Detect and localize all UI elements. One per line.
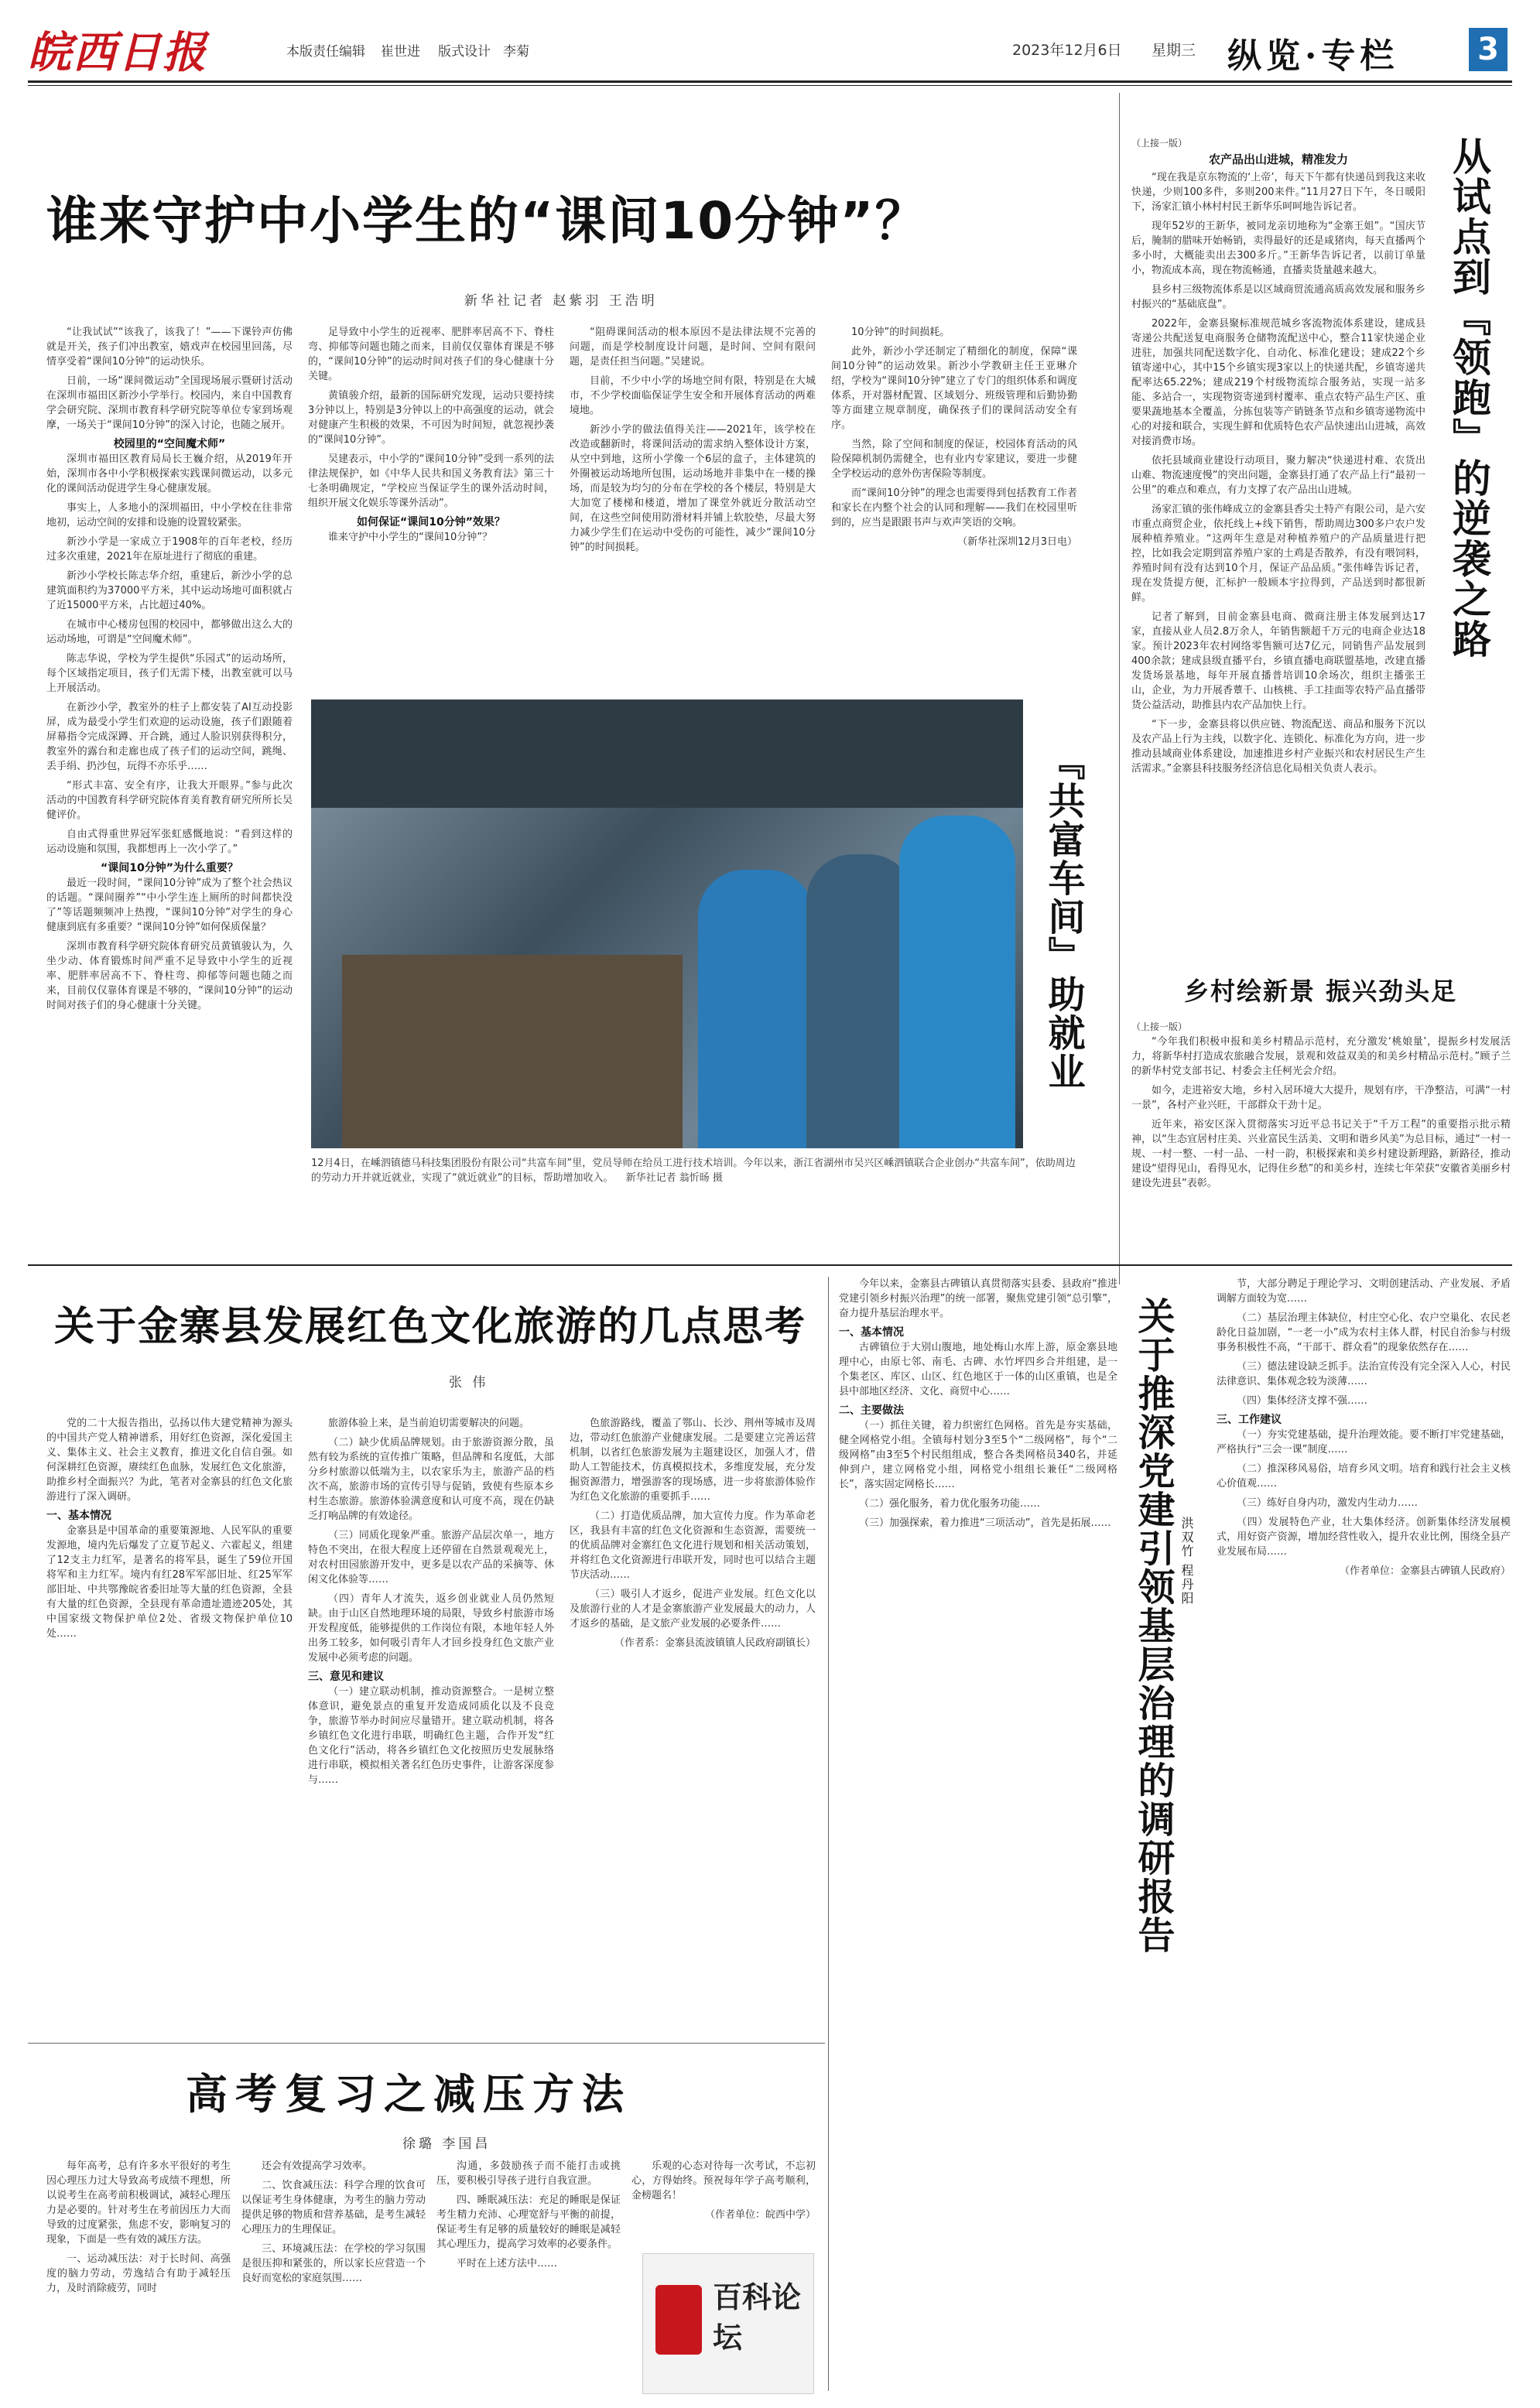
paragraph: 而“课间10分钟”的理念也需要得到包括教育工作者和家长在内整个社会的认同和理解——我们在校园里听到的，应当是跟跟书声与欢声笑语的交响。 — [831, 487, 1077, 528]
paragraph: 金寨县是中国革命的重要策源地、人民军队的重要发源地，境内先后爆发了立夏节起义、六霍起义，组建了12支主力红军，是著名的将军县，诞生了59位开国将军和主力红军。境内有红28军军部旧址、红25军军部旧址、中共鄂豫皖省委旧址等大量的红色资源，全县有大量的红色资源，全县现有革命遗址遗迹205处，其中国家级文物保护单位2处、省级文物保护单位10处…… — [46, 1525, 293, 1640]
paragraph: 陈志华说，学校为学生提供“乐园式”的运动场所，每个区域指定项目，孩子们无需下楼，出教室就可以马上开展活动。 — [46, 653, 293, 694]
paragraph: 目前，不少中小学的场地空间有限，特别是在大城市，不少学校面临保证学生安全和开展体育活动的两难境地。 — [570, 375, 816, 416]
paragraph: 足导致中小学生的近视率、肥胖率居高不下、脊柱弯、抑郁等问题也随之而来，目前仅仅靠体育课是不够的，“课间10分钟”的运动时间对孩子们的身心健康十分关键。 — [308, 327, 554, 382]
article2-column-1 — [46, 1416, 293, 2035]
paragraph: 事实上，人多地小的深圳福田，中小学校在往非常地初，运动空间的安排和设施的设置较紧张。 — [46, 502, 293, 528]
article3-column-4 — [631, 2159, 816, 2244]
article2-column-5 — [1217, 1277, 1511, 2391]
article2-column-2 — [308, 1416, 554, 2035]
designer-name: 李菊 — [503, 44, 529, 60]
paragraph: 二、饮食减压法：科学合理的饮食可以保证考生身体健康，为考生的脑力劳动提供足够的物质和营养基础，是考生减轻心理压力的生理保证。 — [241, 2180, 426, 2235]
right-column-1 — [1131, 136, 1425, 941]
photo-worker-2 — [806, 854, 915, 1148]
article3-headline: 高考复习之减压方法 — [186, 2069, 631, 2119]
paragraph: 四、睡眠减压法：充足的睡眠是保证考生精力充沛、心理宽舒与平衡的前提，保证考生有足够的质量较好的睡眠是减轻其心理压力，提高学习效率的必要条件。 — [436, 2194, 621, 2250]
paragraph: 每年高考，总有许多水平很好的考生因心理压力过大导致高考成绩不理想，所以说考生在高考前积极调试，减轻心理压力是必要的。针对考生在考前因压力大而导致的过度紧张，焦虑不安，影响复习的现象，下面是一些有效的减压方法。 — [46, 2160, 231, 2246]
section-divider — [28, 1264, 1512, 1266]
paragraph: 还会有效提高学习效率。 — [262, 2160, 373, 2172]
report-author-note: （作者单位：金寨县古碑镇人民政府） — [1339, 1565, 1511, 1577]
paragraph: （一）夯实党建基础，提升治理效能。要不断打牢党建基础，严格执行“三会一课”制度…… — [1217, 1429, 1511, 1455]
workshop-photo — [311, 699, 1023, 1148]
photo-worker-3 — [899, 816, 1015, 1148]
paragraph: （二）基层治理主体缺位，村庄空心化、农户空巢化、农民老龄化日益加剧，“一老一小”成为农村主体人群，村民自治参与村级事务积极性不高，“干部干、群众看”的现象依然存在…… — [1217, 1312, 1511, 1353]
article1-column-1 — [46, 325, 293, 1238]
forum-badge — [642, 2253, 814, 2394]
article1-column-2 — [308, 325, 554, 681]
article1-column-3 — [570, 325, 816, 681]
paragraph: （四）青年人才流失，返乡创业就业人员仍然短缺。由于山区自然地理环境的局限，导致乡村旅游市场开发程度低，能够提供的工作岗位有限，本地年轻人外出务工较多，如何吸引青年人才回乡投身红色文旅产业发展中必须考虑的问题。 — [308, 1593, 554, 1664]
photo1-caption-text: 12月4日，在嵊泗镇德马科技集团股份有限公司“共富车间”里，党员导师在给员工进行技术培训。今年以来，浙江省湖州市吴兴区嵊泗镇联合企业创办“共富车间”，依助周边的劳动力开并就近就业，实现了“就近就业”的目标，帮助增加收入。 — [311, 1158, 1076, 1184]
article1-byline: 新华社记者 赵紫羽 王浩明 — [464, 293, 658, 309]
book-icon — [655, 2285, 702, 2355]
paragraph: 乐观的心态对待每一次考试，不忘初心，方得始终。预祝每年学子高考顺利，金榜题名！ — [631, 2160, 816, 2201]
paragraph: 黄镇骏介绍，最新的国际研究发现，运动只要持续3分钟以上，特别是3分钟以上的中高强度的运动，就会对健康产生积极的效果，不可因为时间短，就忽视抄袭的“课间10分钟”。 — [308, 390, 554, 446]
article2-section-3: 三、意见和建议 — [308, 1671, 384, 1683]
paragraph: 新沙小学是一家成立于1908年的百年老校，经历过多次重建，2021年在原址进行了彻底的重建。 — [46, 536, 293, 563]
paragraph: （三）加强探索，着力推进“三项活动”，首先是拓展…… — [859, 1517, 1111, 1529]
right-col2-headline: 乡村绘新景 振兴劲头足 — [1184, 977, 1458, 1006]
paragraph: （二）强化服务，着力优化服务功能…… — [859, 1498, 1041, 1510]
article1-subhead-2: “课间10分钟”为什么重要？ — [101, 862, 238, 874]
right-col1-subhead: 农产品出山进城，精准发力 — [1208, 152, 1348, 166]
paragraph: 自由式得重世界冠军张虹感慨地说：“看到这样的运动设施和氛围，我都想再上一次小学了。” — [46, 829, 293, 855]
paragraph: 此外，新沙小学还制定了精细化的制度，保障“课间10分钟”的运动效果。新沙小学教研主任王亚琳介绍，学校为“课间10分钟”建立了专门的组织体系和调度体系，开对器材配置、区域划分、班级管理和后勤协勤等方面建立规章制度，确保孩子们的课间活动安全有序。 — [831, 346, 1077, 431]
masthead-rule-thin — [28, 85, 1512, 86]
report-section-1: 一、基本情况 — [839, 1326, 904, 1339]
article3-column-1 — [46, 2159, 231, 2391]
paragraph: 党的二十大报告指出，弘扬以伟大建党精神为源头的中国共产党人精神谱系，用好红色资源，深化爱国主义、集体主义、社会主义教育，推进文化自信自强。如何深耕红色资源，赓续红色血脉，发展红色文化旅游，助推乡村全面振兴？为此，笔者对金寨县的红色文化旅游进行了深入调研。 — [46, 1418, 293, 1503]
paragraph: 色旅游路线，覆盖了鄂山、长沙、荆州等城市及周边，带动红色旅游产业健康发展。二是要建立完善运营机制，以省红色旅游发展为主题建设区，加强人才，借助人工智能技术，仿真模拟技术，多维度发展，充分发掘资源潜力，增强游客的现场感，进一步将旅游体验作为红色文化旅游的重要抓手…… — [570, 1418, 816, 1503]
paragraph: （三）同质化现象严重。旅游产品层次单一，地方特色不突出，在很大程度上还停留在自然景观观光上，对农村田园旅游开发中，更多是以农产品的采摘等、休闲文化体验等…… — [308, 1530, 554, 1585]
page-number: 3 — [1469, 28, 1507, 71]
forum-badge-text: 百科论坛 — [713, 2280, 802, 2355]
paragraph: 深圳市教育科学研究院体育研究员黄镇骏认为，久坐少动、体育锻炼时间严重不足导致中小学生的近视率、肥胖率居高不下、脊柱弯、抑郁等问题也随之而来，目前仅仅靠体育课是不够的，“课间10分钟”的运动时间对孩子们的身心健康十分关键。 — [46, 941, 293, 1011]
photo1-caption — [311, 1156, 1085, 1185]
paragraph: 三、环境减压法：在学校的学习氛围是很压抑和紧张的，所以家长应营造一个良好而宽松的家庭氛围…… — [241, 2243, 426, 2284]
paragraph: 古碑镇位于大别山腹地，地处梅山水库上游，原金寨县地理中心，由原七邻、南毛、古碑、水竹坪四乡合并组建，是一个集老区、库区、山区、红色地区于一体的山区重镇，也是全县中部地区经济、文化、商贸中心…… — [839, 1342, 1117, 1397]
paragraph: 沟通，多鼓励孩子而不能打击或挑压，要积极引导孩子进行自我宣泄。 — [436, 2160, 621, 2187]
newspaper-logo: 皖西日报 — [28, 27, 207, 78]
paragraph: 吴建表示，中小学的“课间10分钟”受到一系列的法律法规保护，如《中华人民共和国义务教育法》第三十七条明确规定，“学校应当保证学生的课外活动时间，组织开展文化娱乐等课外活动”。 — [308, 453, 554, 509]
article2-author-note: （作者系：金寨县流波镇镇人民政府副镇长） — [614, 1637, 816, 1649]
paragraph: （二）推深移风易俗，培育乡风文明。培育和践行社会主义核心价值观…… — [1217, 1463, 1511, 1490]
section-title: 纵览·专栏 — [1227, 36, 1399, 76]
paragraph: “今年我们积极申报和美乡村精品示范村，充分激发‘桃娘量’，提振乡村发展活力，将新华村打造成农旅融合发展，景观和效益双美的和美乡村精品示范村。”顾子兰的新华村党支部书记、村委会主任柯光会介绍。 — [1131, 1036, 1511, 1077]
paragraph: （四）集体经济支撑不强…… — [1237, 1395, 1368, 1407]
article2-section-1: 一、基本情况 — [46, 1510, 111, 1522]
paragraph: 谁来守护中小学生的“课间10分钟”？ — [328, 532, 493, 543]
paragraph: （三）德法建设缺乏抓手。法治宣传没有完全深入人心，村民法律意识、集体观念较为淡薄…… — [1217, 1361, 1511, 1387]
paragraph: 深圳市福田区教育局局长王巍介绍，从2019年开始，深圳市各中小学积极探索实践课间微运动，以多元化的课间活动促进学生身心健康发展。 — [46, 453, 293, 494]
article1-dateline: （新华社深圳12月3日电） — [957, 536, 1077, 548]
article2-byline: 张 伟 — [449, 1375, 489, 1390]
column-divider — [828, 1277, 829, 2391]
report-section-3: 三、工作建议 — [1217, 1414, 1282, 1426]
right-col1-vertical-title: 从试点到『领跑』的逆袭之路 — [1446, 136, 1491, 659]
article3-column-3 — [436, 2159, 621, 2391]
editor-label: 本版责任编辑 — [286, 44, 365, 60]
article1-headline: 谁来守护中小学生的“课间10分钟”？ — [46, 191, 928, 251]
report-section-2: 二、主要做法 — [839, 1404, 904, 1417]
paragraph: 依托县域商业建设行动项目，聚力解决“快递进村难、农货出山难、物流速度慢”的突出问题，金寨县打通了农产品上行“最初一公里”的难点和难点，有力支撑了农产品出山进城。 — [1131, 455, 1425, 496]
paragraph: 记者了解到，目前金寨县电商、微商注册主体发展到达17家，直接从业人员2.8万余人，年销售额超千万元的电商企业达18家。预计2023年农村网络零售额可达7亿元，同销售产品发展到400余款；建成县级直播平台，乡镇直播电商联盟基地，改建直播发货场景基地，每年开展直播普培训10余场次，组织主播张王山，企业，为力开展香蕈千、山核桃、手工挂面等农特产品直播带货公益活动，助推县内农产品加快上行。 — [1131, 611, 1425, 711]
article1-subhead-3: 如何保证“课间10分钟”效果？ — [357, 516, 505, 528]
paragraph: 平时在上述方法中…… — [457, 2258, 558, 2269]
paragraph: 2022年，金寨县聚标准规范城乡客流物流体系建设，建成县寄递公共配送复电商服务仓储物流配送中心，整合11家快递企业进驻，加强共同配送数字化、自动化、标准化建设；建成22个乡镇寄递中心，其中15个乡镇实现3家以上的快递共配，乡镇寄递共配率达65.22%；建成219个村级物流综合服务站，实现一站多能、多站合一，实现物资寄递到村覆率、重点农特产品生产区、重要果蔬地基本全覆盖，分拣包装等产销链条节点和乡镇寄递物流中心的对接和联合，实现生鲜和优质特色农产品快速出山进城，高效对接消费市场。 — [1131, 318, 1425, 447]
photo-ceiling — [311, 699, 1023, 808]
designer-label: 版式设计 — [438, 44, 491, 60]
paragraph: “现在我是京东物流的‘上帝’，每天下午都有快递员到我这来收快递，少则100多件，多则200来件。”11月27日下午，冬日暖阳下，汤家汇镇小林村村民王新华乐呵呵地告诉记者。 — [1131, 172, 1425, 213]
issue-weekday: 星期三 — [1152, 42, 1196, 59]
paragraph: 汤家汇镇的张伟峰成立的金寨县香尖土特产有限公司，是六安市重点商贸企业，依托线上+线下销售，帮助周边300多户农户发展种植养殖业。“这两年生意是对种植养殖户的产品质量进行把控，比如我会定期到富养殖户家的土鸡是否散养，有没有喂饲料，养殖时间有没有达到10个月，保证产品品质。”张伟峰告诉记者，现在发货提方便，汇标护一般顾本宇拉得到，产品送到时都很新鲜。 — [1131, 504, 1425, 604]
paragraph: （一）抓住关键，着力织密红色网格。首先是夯实基础，健全网格党小组。全镇每村划分3至5个“二级网格”，每个“二级网格”由3至5个村民组组成，整合各类网格员340名，并延伸到户，建立网格党小组，网格党小组组长兼任“二级网格长”，落实固定网格长…… — [839, 1420, 1117, 1490]
article2-headline: 关于金寨县发展红色文化旅游的几点思考 — [54, 1304, 807, 1350]
paragraph: （二）打造优质品牌，加大宣传力度。作为革命老区，我县有丰富的红色文化资源和生态资源，需要统一的优质品牌对金寨红色文化进行规划和相关活动策划，并将红色文化资源进行串联开发，同时也可以结合主题节庆活动…… — [570, 1510, 816, 1581]
paragraph: 10分钟”的时间损耗。 — [851, 327, 950, 338]
photo1-credit: 新华社记者 翁忻旸 摄 — [625, 1172, 723, 1184]
article3-column-2 — [241, 2159, 426, 2391]
paragraph: 旅游体验上来，是当前迫切需要解决的问题。 — [328, 1418, 530, 1429]
paragraph: （三）吸引人才返乡，促进产业发展。红色文化以及旅游行业的人才是金寨旅游产业发展最大的动力，人才返乡的基础，是文旅产业发展的必要条件…… — [570, 1589, 816, 1630]
paragraph: “下一步，金寨县将以供应链、物流配送、商品和服务下沉以及农产品上行为主线，以数字化、连锁化、标准化为方向，进一步推动县域商业体系建设，加速推进乡村产业振兴和农村居民生产生活需求。”金寨县科技服务经济信息化局相关负责人表示。 — [1131, 719, 1425, 775]
issue-date: 2023年12月6日 — [1012, 42, 1122, 59]
paragraph: 最近一段时间，“课间10分钟”成为了整个社会热议的话题。“课间圈养”“中小学生连上厕所的时间都快没了”等话题频频冲上热搜，“课间10分钟”对学生的身心健康到底有多重要？“课间10分钟”如何保质保量？ — [46, 877, 293, 933]
paragraph: 节，大部分聘足于理论学习、文明创建活动、产业发展、矛盾调解方面较为宽…… — [1217, 1278, 1511, 1305]
photo-worker-1 — [698, 870, 814, 1148]
paragraph: 一、运动减压法：对于长时间、高强度的脑力劳动，劳逸结合有助于减轻压力，及时消除疲劳，同时 — [46, 2253, 231, 2294]
article1-subhead-1: 校园里的“空间魔术师” — [113, 438, 226, 450]
paragraph: 县乡村三级物流体系是以区域商贸流通高质高效发展和服务乡村振兴的“基础底盘”。 — [1131, 284, 1425, 310]
paragraph: 在新沙小学，教室外的柱子上都安装了AI互动投影屏，成为最受小学生们欢迎的运动设施，孩子们跟随着屏幕指令完成深蹲、开合跳，通过人脸识别获得积分，教室外的露台和走廊也成了孩子们的运动空间，跳绳、丢手绢、扔沙包，玩得不亦乐乎…… — [46, 702, 293, 772]
paragraph: 当然，除了空间和制度的保证，校园体育活动的风险保障机制仍需健全，也有业内专家建议，要进一步健全学校运动的意外伤害保险等制度。 — [831, 439, 1077, 480]
masthead-rule — [28, 80, 1512, 83]
report-vertical-byline: 洪双竹 程丹阳 — [1179, 1517, 1194, 1606]
paragraph: “阻碍课间活动的根本原因不是法律法规不完善的问题，而是学校制度设计问题，是时间、空间有限问题，是责任担当问题。”吴建说。 — [570, 327, 816, 368]
paragraph: 新沙小学的做法值得关注——2021年，该学校在改造或翻新时，将课间活动的需求纳入整体设计方案，从空中到地，这所小学像一个6层的盒子，主体建筑的外圈被运动场地所包围，运动场地并非集中在一楼的操场，而是较为均匀的分布在学校的各个楼层，特别是大大加宽了楼梯和楼道，增加了课堂外就近分散活动空间，在这些空间使用防滑材料并铺上软胶垫，尽最大努力减少学生们在运动中受伤的可能性，减少“课间10分钟”的时间损耗。 — [570, 424, 816, 553]
editor-name: 崔世进 — [381, 44, 420, 60]
column-divider — [1119, 93, 1120, 1284]
article2-column-3 — [570, 1416, 816, 2035]
paragraph: （三）练好自身内功，激发内生动力…… — [1237, 1497, 1419, 1509]
paragraph: （一）建立联动机制，推动资源整合。一是树立整体意识，避免景点的重复开发造成同质化以及不良竞争，旅游节举办时间应尽量错开。建立联动机制，将各乡镇红色文化进行串联，明确红色主题，合作开发“红色文化行”活动，将各乡镇红色文化按照历史发展脉络进行串联，模拟相关著名红色历史事件，让游客深度参与…… — [308, 1686, 554, 1786]
photo1-vertical-title: 『共富车间』助就业 — [1042, 743, 1085, 1091]
report-vertical-title: 关于推深党建引领基层治理的调研报告 — [1131, 1297, 1175, 1955]
paragraph: （二）缺少优质品牌规划。由于旅游资源分散，虽然有较为系统的宣传推广策略，但品牌和名度低，大部分乡村旅游以低端为主，以农家乐为主，旅游产品的档次不高，旅游市场的宣传引导与促销，致使有些原本乡村生态旅游。旅游体验满意度和认可度不高，现在仍缺乏打响品牌的有效途径。 — [308, 1437, 554, 1522]
paragraph: 在城市中心楼房包围的校园中，都够做出这么大的运动场地，可谓是“空间魔术师”。 — [46, 619, 293, 645]
article2-column-4 — [839, 1277, 1117, 2391]
photo-workbench — [342, 955, 683, 1148]
continued-marker: （上接一版） — [1131, 138, 1188, 149]
paragraph: 日前，一场“课间微运动”全国现场展示暨研讨活动在深圳市福田区新沙小学举行。校园内，来自中国教育学会研究院、深圳市教育科学研究院等单位专家到场观摩，一场关于“课间10分钟”的深入讨论，也随之展开。 — [46, 375, 293, 431]
paragraph: （四）发展特色产业，壮大集体经济。创新集体经济发展模式，用好资产资源，增加经营性收入，提升农业比例，围绕全县产业发展布局…… — [1217, 1517, 1511, 1558]
paragraph: 如今，走进裕安大地，乡村入居环境大大提升，规划有序，干净整洁，可满“一村一景”，各村产业兴旺，干部群众干劲十足。 — [1131, 1085, 1511, 1111]
right-column-2 — [1131, 1020, 1511, 1244]
paragraph: “形式丰富、安全有序，让我大开眼界。”参与此次活动的中国教育科学研究院体育美育教育研究所所长吴健评价。 — [46, 780, 293, 821]
paragraph: 新沙小学校长陈志华介绍，重建后，新沙小学的总建筑面积约为37000平方米，其中运动场地可面积就占了近15000平方米，占比超过40%。 — [46, 570, 293, 611]
continued-marker: （上接一版） — [1131, 1021, 1188, 1032]
section-divider — [28, 2043, 825, 2044]
article3-author-note: （作者单位：皖西中学） — [704, 2209, 816, 2221]
article1-column-4 — [831, 325, 1077, 681]
paragraph: 近年来，裕安区深入贯彻落实习近平总书记关于“千万工程”的重要指示批示精神，以“生态宜居村庄美、兴业富民生活美、文明和谐乡风美”为总目标，通过“一村一规、一村一整、一村一品、一村一韵，积极探索和美乡村建设新理路，新路径，推动建设“望得见山，看得见水，记得住乡愁”的和美乡村，连续七年荣获“安徽省美丽乡村建设先进县”表彰。 — [1131, 1119, 1511, 1189]
paragraph: 现年52岁的王新华，被同龙亲切地称为“金寨王姐”。“国庆节后，腌制的腊味开始畅销，卖得最好的还是咸猪肉，每天直播两个多小时，大概能卖出去300多斤。”王新华告诉记者，以前订单量小，物流成本高，现在物流畅通，直播卖货量越来越大。 — [1131, 221, 1425, 276]
article3-byline: 徐璐 李国昌 — [402, 2136, 491, 2152]
paragraph: “让我试试”“该我了，该我了！”——下课铃声仿佛就是开关，孩子们冲出教室，嬉戏声在校园里回荡，尽情享受着“课间10分钟”的运动快乐。 — [46, 327, 293, 368]
paragraph: 今年以来，金寨县古碑镇认真贯彻落实县委、县政府“推进党建引领乡村振兴治理”的统一部署，聚焦党建引领“总引擎”，奋力提升基层治理水平。 — [839, 1278, 1117, 1319]
